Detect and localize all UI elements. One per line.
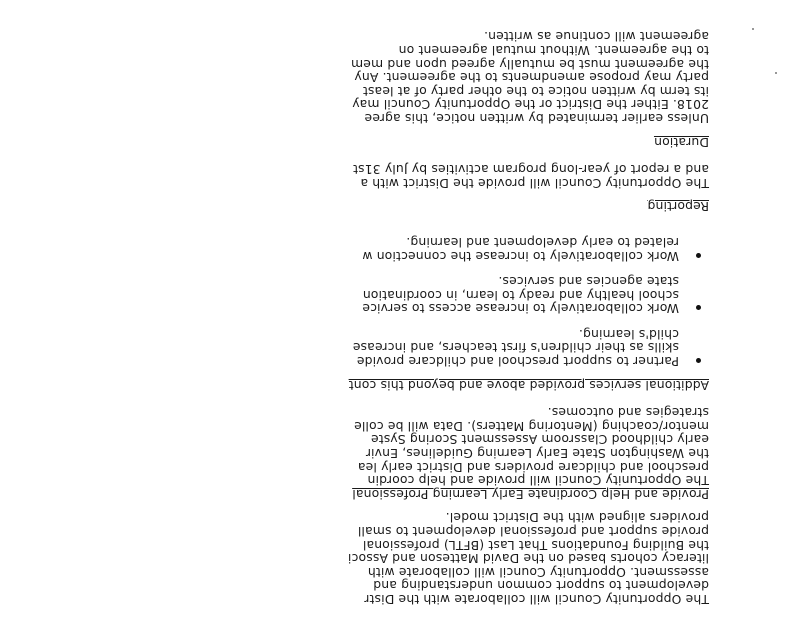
text-line: development to support common understanding and: [373, 578, 709, 594]
intro-paragraph: [69, 511, 709, 606]
text-line: skills as their children's first teachers, and increase: [352, 340, 679, 356]
text-line: The Opportunity Council will provide the District with a: [360, 175, 709, 191]
bullet-icon: [696, 305, 701, 310]
bullet-icon: [696, 253, 701, 258]
text-line: assessment. Opportunity Council will collaborate with: [367, 564, 709, 580]
text-line: Work collaboratively to increase the connection w: [362, 248, 679, 264]
text-line: early childhood Classroom Assessment Scoring Syste: [370, 432, 709, 448]
section-heading: Provide and Help Coordinate Early Learning Professional: [352, 486, 709, 502]
list-item: [69, 275, 709, 316]
text-line: to the agreement. Without mutual agreement on: [398, 43, 709, 58]
duration-section: [69, 30, 709, 149]
text-line: Partner to support preschool and childcare provide: [356, 354, 679, 370]
text-line: the Building Foundations That Last (BFTL) professional: [362, 537, 709, 553]
text-line: Unless earlier terminated by written notice, this agree: [364, 110, 709, 126]
text-line: mentor/coaching (Mentoring Matters). Data will be colle: [353, 418, 709, 434]
reporting-section: [69, 163, 709, 214]
text-line: Work collaboratively to increase access to service: [362, 301, 679, 317]
text-line: preschool and childcare providers and District early lea: [357, 459, 709, 475]
text-line: 2018. Either the District or the Opportunity Council may: [352, 97, 709, 113]
section-heading: Reporting: [647, 199, 709, 215]
text-line: related to early development and learning.: [406, 234, 679, 250]
bullet-icon: [696, 358, 701, 363]
section-heading: Additional services provided above and beyond this cont: [348, 377, 709, 393]
additional-services-section: [69, 235, 709, 391]
document-body: [69, 30, 709, 606]
text-line: and a report of year-long program activities by July 31st: [352, 162, 709, 178]
section-heading: Duration: [653, 134, 709, 150]
list-item: [69, 235, 709, 262]
text-line: The Opportunity Council will collaborate with the Distr: [364, 592, 709, 607]
bullet-list: [69, 235, 709, 368]
provide-help-section: [69, 406, 709, 501]
text-line: its term by written notice to the other party of at least: [362, 83, 709, 99]
text-line: provide support and professional development to small: [357, 524, 709, 540]
text-line: strategies and outcomes.: [547, 405, 709, 421]
text-line: agreement will continue as written.: [483, 29, 709, 45]
text-line: literacy cohorts based on the David Matteson and Associ: [347, 551, 709, 567]
text-line: The Opportunity Council will provide and help coordin: [367, 473, 709, 489]
text-line: school healthy and ready to learn, in coordination: [362, 287, 679, 303]
list-item: [69, 327, 709, 368]
text-line: providers aligned with the District model.: [445, 510, 709, 526]
text-line: party may propose amendments to the agreement. Any: [354, 70, 709, 86]
text-line: the agreement must be mutually agreed upon and mem: [350, 56, 709, 72]
text-line: the Washington State Early Learning Guidelines, Envir: [365, 446, 709, 462]
text-line: state agencies and services.: [498, 274, 679, 290]
text-line: child's learning.: [578, 326, 679, 342]
